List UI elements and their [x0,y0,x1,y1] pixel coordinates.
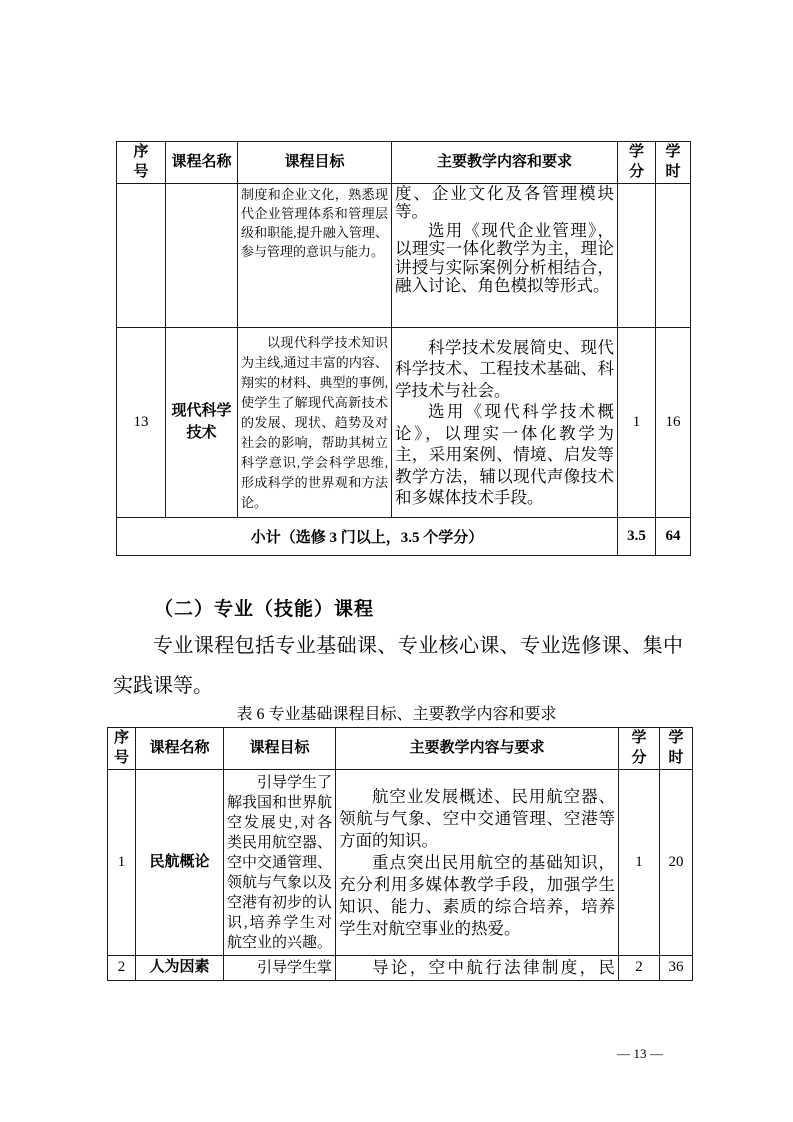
t1-header-seq: 序号 [117,142,166,184]
page-number: — 13 — [617,1046,663,1061]
elective-courses-table [116,141,691,556]
subtotal-row [117,518,691,556]
t2-row2-content: 导论，空中航行法律制度，民 [336,956,619,981]
t2-header-hours: 学时 [660,728,693,770]
t2-row2-objective: 引导学生掌 [224,956,336,981]
t1-row13-credits: 1 [618,328,656,518]
t1-rowA-course-name [166,184,238,328]
t1-rowA-hours [656,184,691,328]
t1-header-course-name: 课程名称 [166,142,238,184]
t2-row2-seq: 2 [108,956,136,981]
t1-rowA-seq [117,184,166,328]
t2-row2-hours: 36 [660,956,693,981]
subtotal-hours: 64 [656,518,691,556]
t1-rowA-credits [618,184,656,328]
table-row-continued [117,184,691,328]
t1-row13-content: 科学技术发展简史、现代科学技术、工程技术基础、科学技术与社会。 选用《现代科学技术概论》，以理实一体化教学为主，采用案例、情境、启发等教学方法，辅以现代声像技术和多媒体技术手段。 [392,328,618,518]
t2-header-course-name: 课程名称 [136,728,224,770]
subtotal-credits: 3.5 [618,518,656,556]
section-paragraph: 专业课程包括专业基础课、专业核心课、专业选修课、集中实践课等。 [113,635,683,697]
t2-row1-hours: 20 [660,770,693,956]
table-row-2 [108,956,693,981]
professional-basic-courses-table [107,727,693,981]
t1-rowA-objective: 制度和企业文化，熟悉现代企业管理体系和管理层级和职能,提升融入管理、参与管理的意识与能力。 [238,184,392,328]
t2-row2-credits: 2 [619,956,660,981]
t1-row13-hours: 16 [656,328,691,518]
t2-row1-objective: 引导学生了解我国和世界航空发展史,对各类民用航空器、空中交通管理、领航与气象以及空港有初步的认识,培养学生对航空业的兴趣。 [224,770,336,956]
t1-header-hours: 学时 [656,142,691,184]
section-heading: （二）专业（技能）课程 [154,599,375,620]
t2-header-seq: 序号 [108,728,136,770]
table-row-13 [117,328,691,518]
subtotal-label: 小计（选修 3 门以上，3.5 个学分） [117,518,618,556]
t1-row13-seq: 13 [117,328,166,518]
t2-header-objective: 课程目标 [224,728,336,770]
t1-row13-course-name: 现代科学技术 [166,328,238,518]
t1-header-credits: 学分 [618,142,656,184]
t1-header-row [117,142,691,184]
t2-row1-content: 航空业发展概述、民用航空器、领航与气象、空中交通管理、空港等方面的知识。 重点突出民用航空的基础知识，充分利用多媒体教学手段，加强学生知识、能力、素质的综合培养，培养学生对航空事业的热爱。 [336,770,619,956]
t2-row1-credits: 1 [619,770,660,956]
t1-row13-objective: 以现代科学技术知识为主线,通过丰富的内容、翔实的材料、典型的事例,使学生了解现代高新技术的发展、现状、趋势及对社会的影响，帮助其树立科学意识,学会科学思维,形成科学的世界观和方法论。 [238,328,392,518]
table6-caption: 表 6 专业基础课程目标、主要教学内容和要求 [236,706,557,723]
table-row-1 [108,770,693,956]
t2-header-row [108,728,693,770]
t1-rowA-content: 度、企业文化及各管理模块等。 选用《现代企业管理》，以理实一体化教学为主，理论讲授与实际案例分析相结合，融入讨论、角色模拟等形式。 [392,184,618,328]
t1-header-objective: 课程目标 [238,142,392,184]
t2-row1-course-name: 民航概论 [136,770,224,956]
t2-header-credits: 学分 [619,728,660,770]
t2-row1-seq: 1 [108,770,136,956]
t2-header-content: 主要教学内容与要求 [336,728,619,770]
t2-row2-course-name: 人为因素 [136,956,224,981]
t1-header-content: 主要教学内容和要求 [392,142,618,184]
